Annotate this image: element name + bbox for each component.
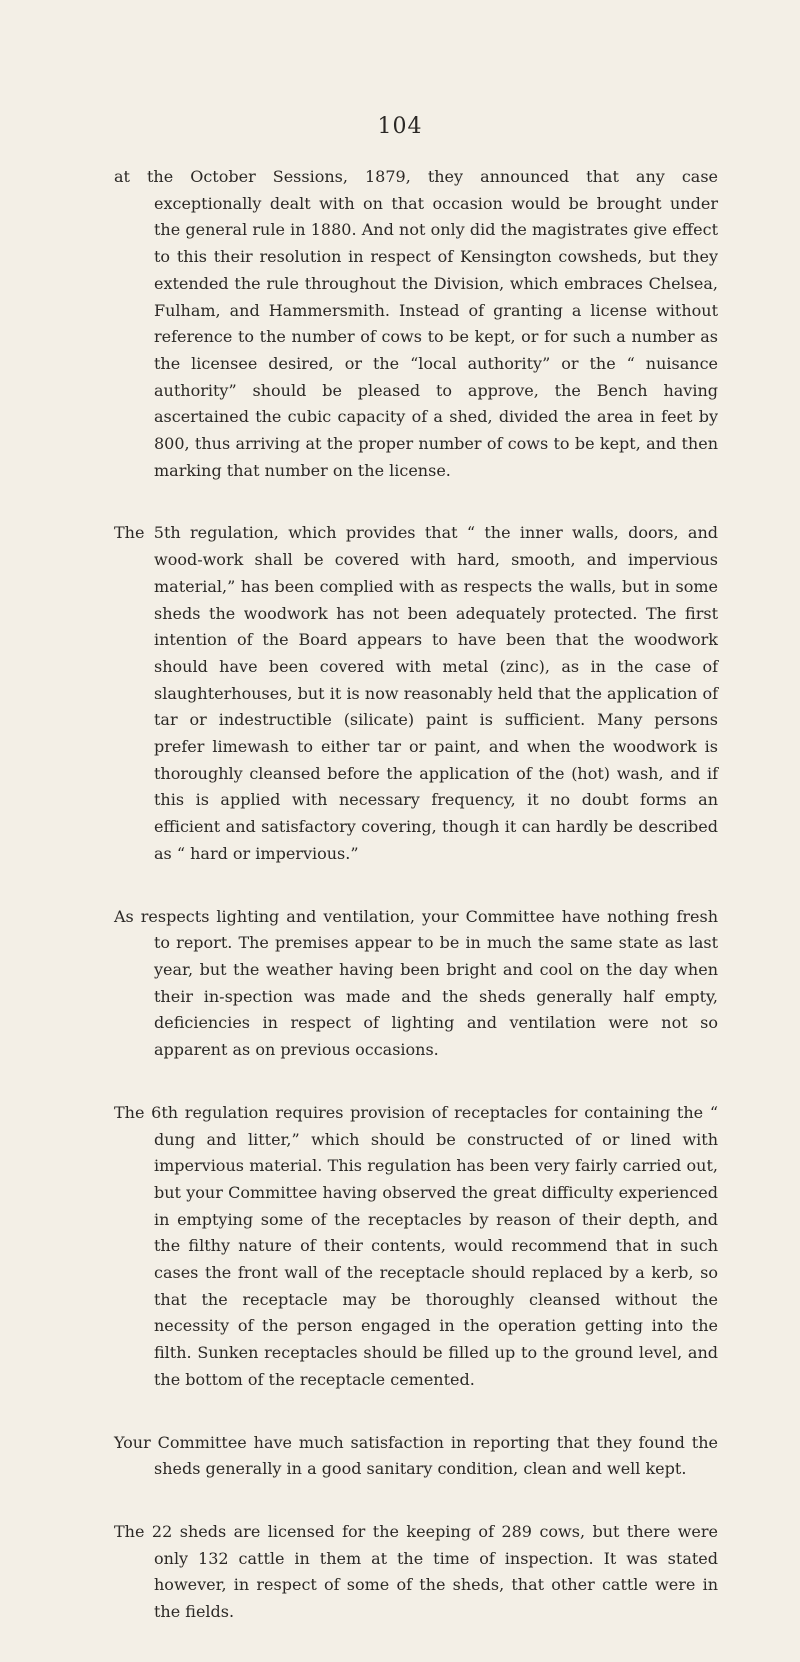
paragraph-lighting-ventilation: As respects lighting and ventilation, your Committee have nothing fresh to report. The premises appear to be in much the same state as last year, but the weather having been bright and cool on the day when their in-spection was made and the sheds generally half empty, deficiencies in respect of lighting and ventilation were not so apparent as on previous occasions.	[114, 906, 718, 1060]
body-text	[114, 164, 718, 1662]
paragraph-sanitary-condition: Your Committee have much satisfaction in reporting that they found the sheds generally in a good sanitary condition, clean and well kept.	[114, 1432, 718, 1479]
paragraph-licensed-sheds: The 22 sheds are licensed for the keeping of 289 cows, but there were only 132 cattle in them at the time of inspection. It was stated however, in respect of some of the sheds, that other cattle were in the fields.	[114, 1521, 718, 1622]
paragraph-sessions-1879: at the October Sessions, 1879, they announced that any case exceptionally dealt with on that occasion would be brought under the general rule in 1880. And not only did the magistrates give effect to this their resolution in respect of Kensington cowsheds, but they extended the rule throughout the Division, which embraces Chelsea, Fulham, and Hammersmith. Instead of granting a license without reference to the number of cows to be kept, or for such a number as the licensee desired, or the “local authority” or the “ nuisance authority” should be pleased to approve, the Bench having ascertained the cubic capacity of a shed, divided the area in feet by 800, thus arriving at the proper number of cows to be kept, and then marking that number on the license.	[114, 167, 718, 480]
paragraph-5th-regulation: The 5th regulation, which provides that “ the inner walls, doors, and wood-work shall be covered with hard, smooth, and impervious material,” has been complied with as respects the walls, but in some sheds the woodwork has not been adequately protected. The first intention of the Board appears to have been that the woodwork should have been covered with metal (zinc), as in the case of slaughterhouses, but it is now reasonably held that the application of tar or indestructible (silicate) paint is sufficient. Many persons prefer limewash to either tar or paint, and when the woodwork is thoroughly cleansed before the application of the (hot) wash, and if this is applied with necessary frequency, it no doubt forms an efficient and satisfactory covering, though it can hardly be described as “ hard or impervious.”	[114, 523, 718, 863]
page-number: 104	[377, 114, 423, 139]
paragraph-6th-regulation: The 6th regulation requires provision of receptacles for containing the “ dung and litter,” which should be constructed of or lined with impervious material. This regulation has been very fairly carried out, but your Committee having observed the great difficulty experienced in emptying some of the receptacles by reason of their depth, and the filthy nature of their contents, would recommend that in such cases the front wall of the receptacle should replaced by a kerb, so that the receptacle may be thoroughly cleansed without the necessity of the person engaged in the operation getting into the filth. Sunken receptacles should be filled up to the ground level, and the bottom of the receptacle cemented.	[114, 1102, 718, 1389]
